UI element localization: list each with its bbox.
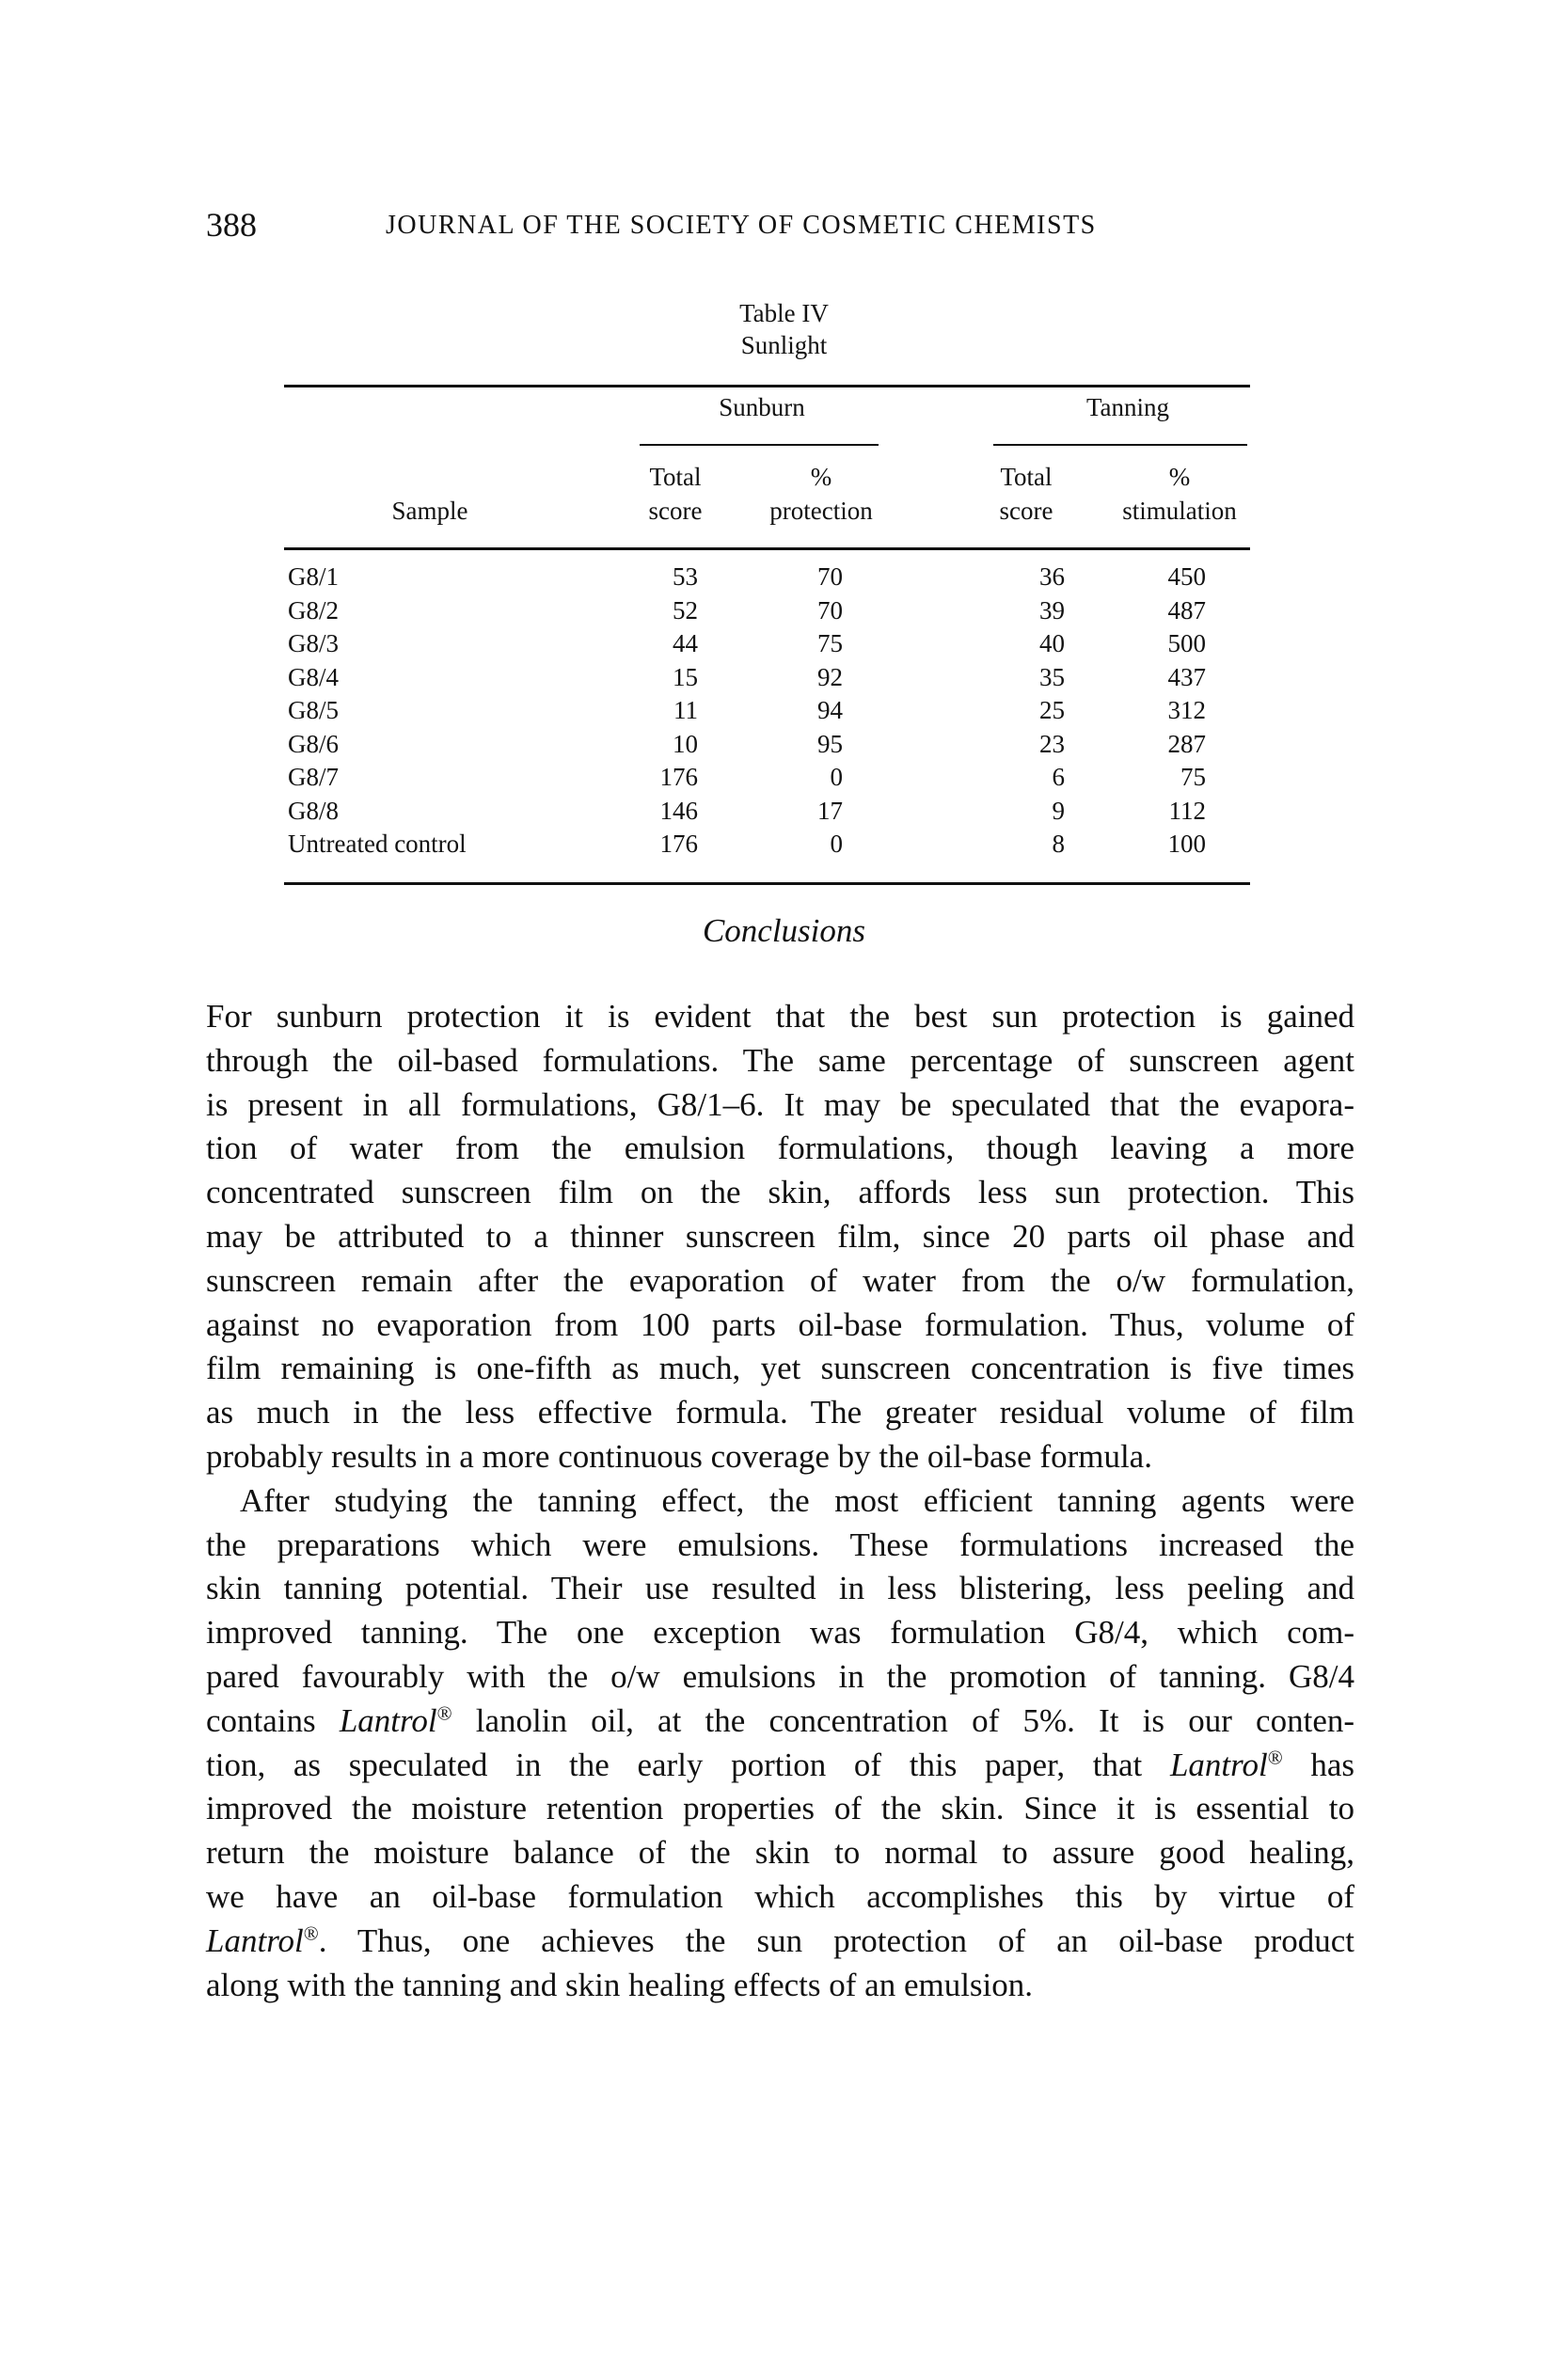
text-line: improved tanning. The one exception was formulation G8/4, which com-: [206, 1614, 1354, 1652]
sample-name: G8/7: [288, 763, 339, 791]
text-line: is present in all formulations, G8/1–6. It may be speculated that the evapora-: [206, 1085, 1354, 1123]
table-cell: 500: [1167, 629, 1206, 657]
text-segment: . Thus, one achieves the sun protection of an oil-base product: [318, 1921, 1354, 1959]
text-segment: ®: [436, 1701, 452, 1725]
text-line: For sunburn protection it is evident that the best sun protection is gained: [206, 998, 1354, 1035]
table-cell: 312: [1167, 696, 1206, 724]
table-cell: 94: [817, 696, 843, 724]
text-line: pared favourably with the o/w emulsions in the promotion of tanning. G8/4: [206, 1657, 1354, 1695]
table-top-rule: [284, 385, 1250, 387]
text-segment: Lantrol: [339, 1701, 437, 1739]
table-cell: 52: [673, 595, 698, 625]
table-bottom-rule: [284, 882, 1250, 885]
text-line: After studying the tanning effect, the most efficient tanning agents were: [240, 1481, 1354, 1519]
column-header-2-line2: protection: [769, 497, 873, 525]
sample-name: G8/2: [288, 595, 339, 625]
text-line: along with the tanning and skin healing effects of an emulsion.: [206, 1966, 1034, 2003]
sample-name: Untreated control: [288, 830, 467, 858]
text-line: [206, 1744, 1354, 1788]
sample-name: G8/1: [288, 562, 339, 591]
table-cell: 70: [817, 595, 843, 625]
table-cell: 70: [817, 562, 843, 591]
sample-name: G8/3: [288, 629, 339, 657]
table-cell: 44: [673, 629, 698, 657]
text-line: the preparations which were emulsions. These formulations increased the: [206, 1526, 1354, 1563]
table-cell: 437: [1167, 662, 1206, 691]
text-line: tion of water from the emulsion formulations, though leaving a more: [206, 1130, 1354, 1167]
body-text: [206, 995, 1354, 2007]
text-line: [206, 1700, 1354, 1744]
column-header-3-line2: score: [999, 497, 1053, 525]
table-cell: 23: [1039, 729, 1065, 758]
column-header-2-line1: %: [810, 463, 832, 491]
text-line: against no evaporation from 100 parts oil-base formulation. Thus, volume of: [206, 1305, 1354, 1343]
text-line: probably results in a more continuous coverage by the oil-base formula.: [206, 1437, 1152, 1475]
table-cell: 92: [817, 662, 843, 691]
text-line: improved the moisture retention properties of the skin. Since it is essential to: [206, 1790, 1354, 1827]
table-cell: 0: [830, 763, 843, 791]
running-header: JOURNAL OF THE SOCIETY OF COSMETIC CHEMISTS: [386, 211, 1097, 240]
column-header-0-line2: Sample: [391, 497, 468, 525]
text-segment: tion, as speculated in the early portion of this paper, that: [206, 1746, 1170, 1783]
text-line: as much in the less effective formula. The greater residual volume of film: [206, 1394, 1354, 1431]
text-segment: lanolin oil, at the concentration of 5%. It is our conten-: [451, 1701, 1355, 1739]
text-segment: Lantrol: [1169, 1746, 1268, 1783]
column-header-4-line2: stimulation: [1122, 497, 1237, 525]
table-cell: 75: [817, 629, 843, 657]
table-cell: 11: [673, 696, 698, 724]
table-cell: 9: [1052, 796, 1065, 825]
group-header-tanning: Tanning: [1085, 393, 1170, 421]
text-segment: Lantrol: [206, 1921, 304, 1959]
table-cell: 0: [830, 830, 843, 858]
table-cell: 35: [1039, 662, 1065, 691]
sunburn-rule: [640, 444, 879, 446]
page-number: 388: [206, 206, 257, 244]
column-header-4-line1: %: [1168, 463, 1191, 491]
table-cell: 10: [673, 729, 698, 758]
table-cell: 287: [1167, 729, 1206, 758]
text-segment: contains: [206, 1701, 340, 1739]
table-cell: 25: [1039, 696, 1065, 724]
text-line: concentrated sunscreen film on the skin, affords less sun protection. This: [206, 1174, 1354, 1211]
text-line: sunscreen remain after the evaporation of water from the o/w formulation,: [206, 1261, 1354, 1299]
table-cell: 112: [1168, 796, 1206, 825]
text-line: return the moisture balance of the skin to normal to assure good healing,: [206, 1834, 1354, 1872]
table-cell: 95: [817, 729, 843, 758]
tanning-rule: [993, 444, 1247, 446]
column-header-3-line1: Total: [1000, 463, 1053, 491]
text-line: may be attributed to a thinner sunscreen film, since 20 parts oil phase and: [206, 1217, 1354, 1255]
text-line: we have an oil-base formulation which accomplishes this by virtue of: [206, 1877, 1354, 1915]
text-segment: ®: [303, 1921, 319, 1945]
table-title: Table IV: [739, 299, 829, 327]
column-header-1-line2: score: [648, 497, 703, 525]
table-cell: 450: [1167, 562, 1206, 591]
text-line: skin tanning potential. Their use resulted in less blistering, less peeling and: [206, 1570, 1354, 1607]
table-cell: 8: [1052, 830, 1065, 858]
table-cell: 100: [1167, 830, 1206, 858]
sample-name: G8/5: [288, 696, 339, 724]
text-segment: ®: [1267, 1745, 1283, 1768]
text-segment: has: [1282, 1746, 1354, 1783]
table-cell: 146: [659, 796, 698, 825]
text-line: [206, 1920, 1354, 1964]
table-subtitle: Sunlight: [740, 331, 828, 359]
table-cell: 53: [673, 562, 698, 591]
section-title: Conclusions: [702, 912, 866, 949]
paragraph: [206, 1479, 1354, 2008]
sample-name: G8/8: [288, 796, 339, 825]
table-cell: 17: [817, 796, 843, 825]
table-cell: 176: [659, 830, 698, 858]
table-cell: 6: [1052, 763, 1065, 791]
paragraph: [206, 995, 1354, 1479]
sample-name: G8/6: [288, 729, 339, 758]
table-header-rule: [284, 547, 1250, 550]
table-cell: 176: [659, 763, 698, 791]
text-line: film remaining is one-fifth as much, yet sunscreen concentration is five times: [206, 1350, 1354, 1387]
sample-name: G8/4: [288, 662, 339, 691]
table-cell: 40: [1039, 629, 1065, 657]
text-line: through the oil-based formulations. The same percentage of sunscreen agent: [206, 1041, 1354, 1079]
table-cell: 36: [1039, 562, 1065, 591]
table-cell: 15: [673, 662, 698, 691]
table-cell: 75: [1180, 763, 1206, 791]
table-cell: 39: [1039, 595, 1065, 625]
column-header-1-line1: Total: [649, 463, 702, 491]
group-header-sunburn: Sunburn: [719, 393, 805, 421]
table-cell: 487: [1167, 595, 1206, 625]
